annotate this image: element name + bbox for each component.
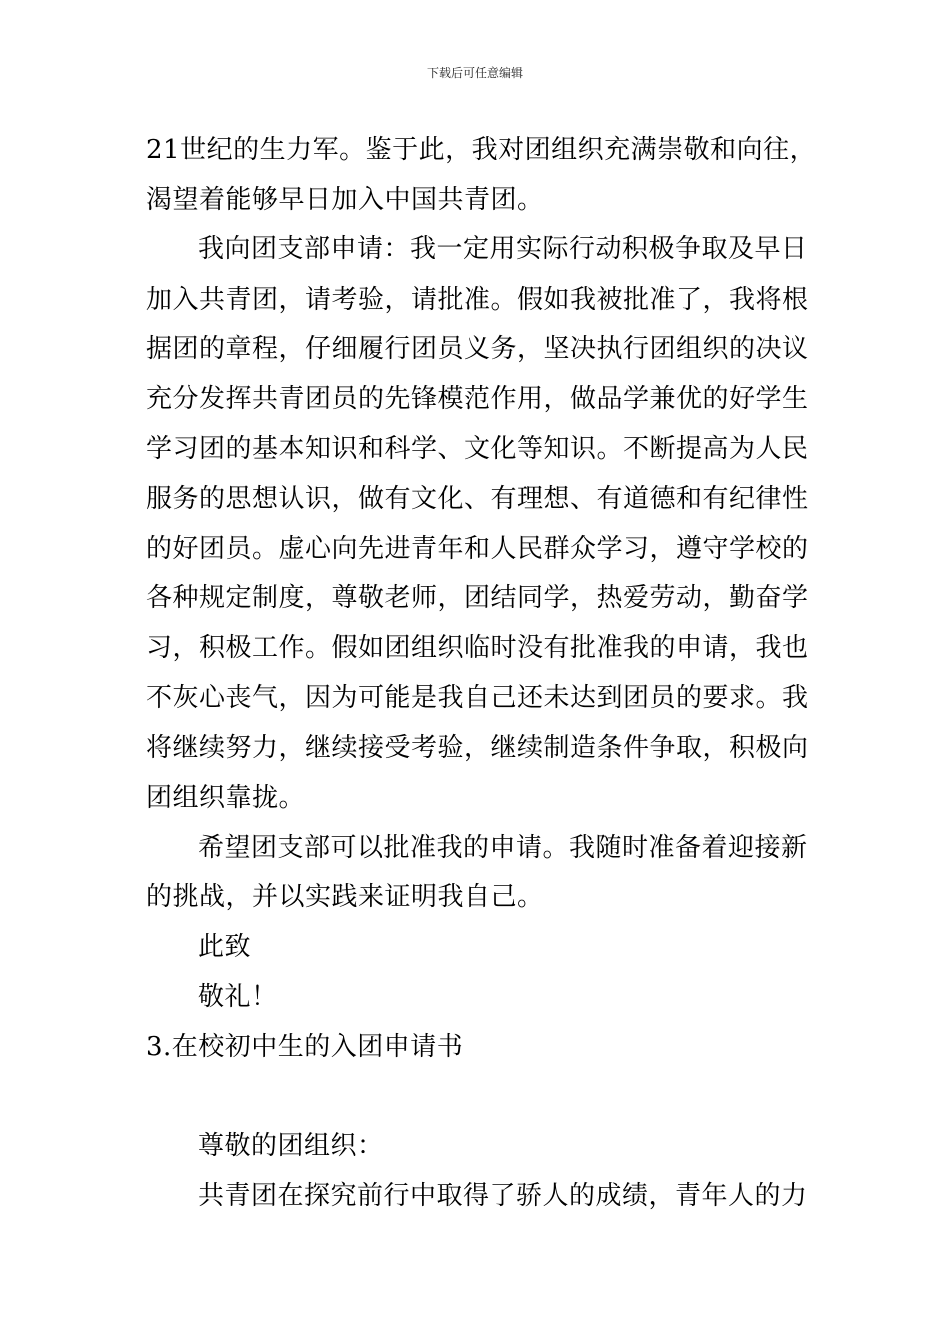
text-line: 将继续努力，继续接受考验，继续制造条件争取，积极向 [146, 733, 809, 763]
text-line: 学习团的基本知识和科学、文化等知识。不断提高为人民 [146, 434, 809, 464]
text-line: 的挑战，并以实践来证明我自己。 [146, 882, 544, 912]
closing-salutation: 此致 [198, 932, 252, 962]
text-line: 各种规定制度，尊敬老师，团结同学，热爱劳动，勤奋学 [146, 583, 809, 613]
text-line: 共青团在探究前行中取得了骄人的成绩，青年人的力 [198, 1181, 808, 1211]
text-line: 团组织靠拢。 [146, 783, 306, 813]
letter-greeting: 尊敬的团组织： [198, 1131, 384, 1161]
section-heading: 3.在校初中生的入团申请书 [146, 1032, 464, 1062]
text-line: 我向团支部申请：我一定用实际行动积极争取及早日 [198, 234, 808, 264]
text-line: 服务的思想认识，做有文化、有理想、有道德和有纪律性 [146, 484, 809, 514]
text-line: 渴望着能够早日加入中国共青团。 [146, 185, 544, 215]
text-line: 据团的章程，仔细履行团员义务，坚决执行团组织的决议 [146, 334, 809, 364]
text-line: 习，积极工作。假如团组织临时没有批准我的申请，我也 [146, 633, 809, 663]
text-line: 21世纪的生力军。鉴于此，我对团组织充满崇敬和向往， [146, 135, 817, 165]
closing-respect: 敬礼！ [198, 982, 278, 1012]
text-line: 加入共青团，请考验，请批准。假如我被批准了，我将根 [146, 285, 809, 315]
text-line: 的好团员。虚心向先进青年和人民群众学习，遵守学校的 [146, 534, 809, 564]
header-note: 下载后可任意编辑 [426, 66, 523, 80]
text-line: 不灰心丧气，因为可能是我自己还未达到团员的要求。我 [146, 683, 809, 713]
text-line: 希望团支部可以批准我的申请。我随时准备着迎接新 [198, 833, 808, 863]
text-line: 充分发挥共青团员的先锋模范作用，做品学兼优的好学生 [146, 384, 809, 414]
